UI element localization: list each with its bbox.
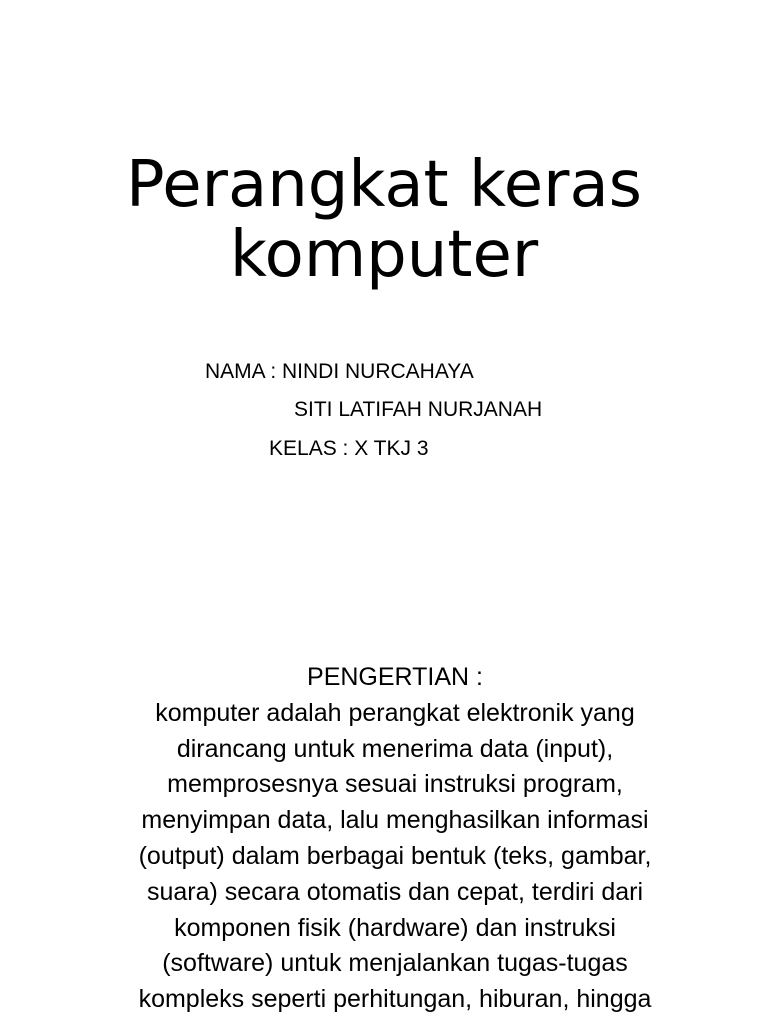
class-label: KELAS : X TKJ 3	[269, 437, 429, 460]
definition-block	[100, 660, 690, 1018]
body-line: (software) untuk menjalankan tugas-tugas	[162, 949, 628, 978]
student-name-2: SITI LATIFAH NURJANAH	[294, 398, 543, 421]
title-line: komputer	[229, 218, 539, 292]
slide-title	[0, 150, 768, 290]
body-line: komputer adalah perangkat elektronik yang	[155, 698, 635, 727]
student-name-1: NAMA : NINDI NURCAHAYA	[205, 360, 474, 383]
body-line: suara) secara otomatis dan cepat, terdiri dari	[146, 877, 644, 906]
section-heading: PENGERTIAN :	[307, 663, 483, 691]
body-line: (output) dalam berbagai bentuk (teks, gambar,	[138, 841, 652, 870]
body-line: memprosesnya sesuai instruksi program,	[167, 770, 623, 799]
body-line: kompleks seperti perhitungan, hiburan, hingga	[138, 985, 652, 1014]
title-line: Perangkat keras	[125, 148, 643, 222]
body-line: dirancang untuk menerima data (input),	[176, 734, 614, 763]
body-line: menyimpan data, lalu menghasilkan informasi	[141, 806, 649, 835]
body-line: komponen fisik (hardware) dan instruksi	[174, 913, 616, 942]
